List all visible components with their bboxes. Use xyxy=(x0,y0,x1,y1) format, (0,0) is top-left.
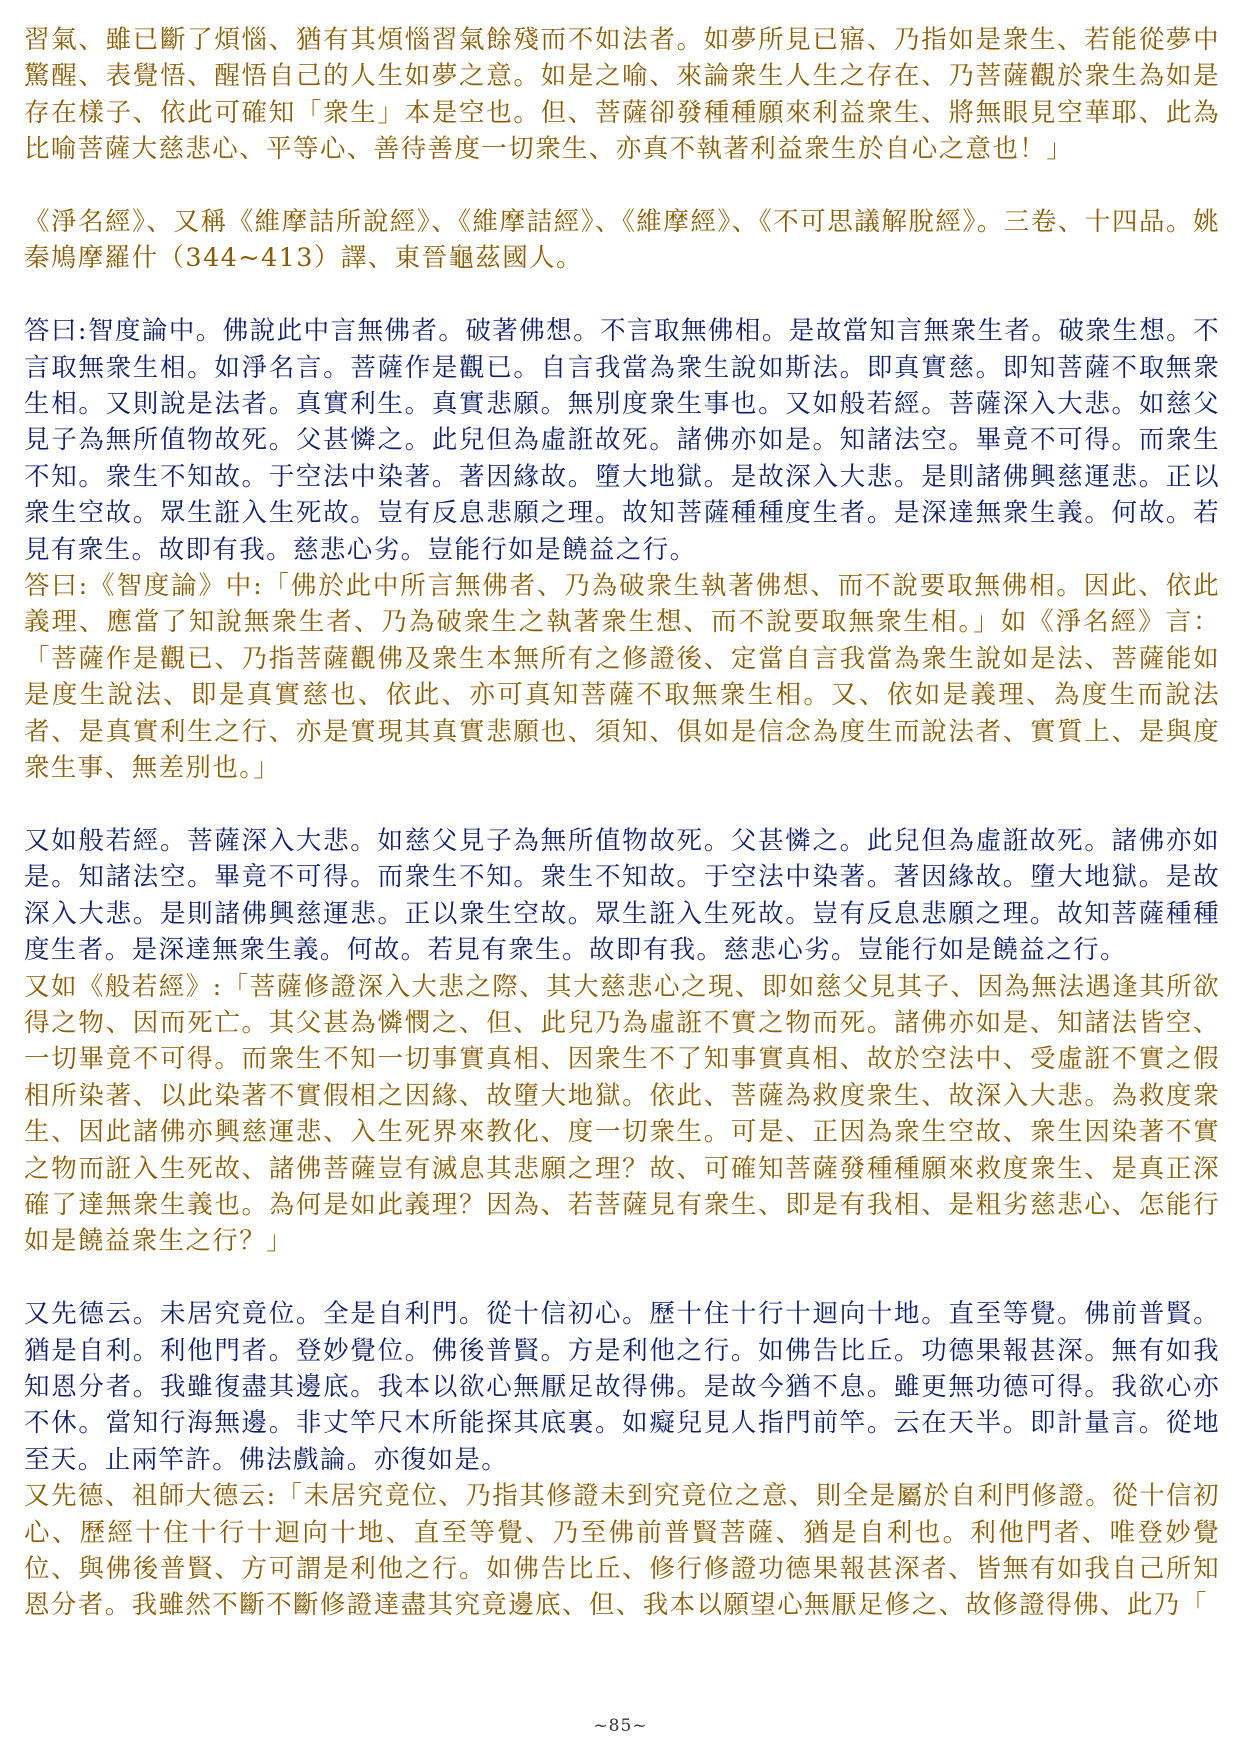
quotation-paragraph-prajna-sutra: 又如般若經。菩薩深入大悲。如慈父見子為無所值物故死。父甚憐之。此兒但為虛誑故死。諸佛亦如是。知諸法空。畢竟不可得。而衆生不知。衆生不知故。于空法中染著。著因緣故。墮大地獄。是故深入大悲。是則諸佛興慈運悲。正以衆生空故。眾生誑入生死故。豈有反息悲願之理。故知菩薩種種度生者。是深達無衆生義。何故。若見有衆生。故即有我。慈悲心劣。豈能行如是饒益之行。 xyxy=(24,825,1220,966)
note-paragraph-jingming-sutra: 《淨名經》、又稱《維摩詰所說經》、《維摩詰經》、《維摩經》、《不可思議解脫經》。三卷、十四品。姚秦鳩摩羅什（344~413）譯、東晉龜茲國人。 xyxy=(24,207,1220,274)
paragraph-spacer xyxy=(24,787,1220,823)
paragraph-spacer xyxy=(24,168,1220,204)
commentary-paragraph-xiande: 又先德、祖師大德云:「未居究竟位、乃指其修證未到究竟位之意、則全是屬於自利門修證。從十信初心、歷經十住十行十迴向十地、直至等覺、乃至佛前普賢菩薩、猶是自利也。利他門者、唯登妙覺位、與佛後普賢、方可謂是利他之行。如佛告比丘、修行修證功德果報甚深者、皆無有如我自己所知恩分者。我雖然不斷不斷修證達盡其究竟邊底、但、我本以願望心無厭足修之、故修證得佛、此乃「 xyxy=(24,1481,1220,1621)
paragraph-spacer xyxy=(24,1260,1220,1296)
page-number: ~85~ xyxy=(593,1716,648,1736)
quotation-paragraph-answer: 答曰:智度論中。佛說此中言無佛者。破著佛想。不言取無佛相。是故當知言無衆生者。破衆生想。不言取無衆生相。如淨名言。菩薩作是觀已。自言我當為衆生說如斯法。即真實慈。即知菩薩不取無衆生相。又則說是法者。真實利生。真實悲願。無別度衆生事也。又如般若經。菩薩深入大悲。如慈父見子為無所值物故死。父甚憐之。此兒但為虛誑故死。諸佛亦如是。知諸法空。畢竟不可得。而衆生不知。衆生不知故。于空法中染著。著因緣故。墮大地獄。是故深入大悲。是則諸佛興慈運悲。正以衆生空故。眾生誑入生死故。豈有反息悲願之理。故知菩薩種種度生者。是深達無衆生義。何故。若見有衆生。故即有我。慈悲心劣。豈能行如是饒益之行。 xyxy=(24,316,1220,565)
commentary-paragraph-prajna-sutra: 又如《般若經》:「菩薩修證深入大悲之際、其大慈悲心之現、即如慈父見其子、因為無法遇逢其所欲得之物、因而死亡。其父甚為憐憫之、但、此兒乃為虛誑不實之物而死。諸佛亦如是、知諸法皆空、一切畢竟不可得。而衆生不知一切事實真相、因衆生不了知事實真相、故於空法中、受虛誑不實之假相所染著、以此染著不實假相之因緣、故墮大地獄。依此、菩薩為救度衆生、故深入大悲。為救度衆生、因此諸佛亦興慈運悲、入生死界來教化、度一切衆生。可是、正因為衆生空故、衆生因染著不實之物而誑入生死故、諸佛菩薩豈有滅息其悲願之理？故、可確知菩薩發種種願來救度衆生、是真正深確了達無衆生義也。為何是如此義理？因為、若菩薩見有衆生、即是有我相、是粗劣慈悲心、怎能行如是饒益衆生之行？」 xyxy=(24,971,1220,1257)
page-body xyxy=(24,22,1220,1624)
quotation-paragraph-xiande: 又先德云。未居究竟位。全是自利門。從十信初心。歷十住十行十迴向十地。直至等覺。佛前普賢。猶是自利。利他門者。登妙覺位。佛後普賢。方是利他之行。如佛告比丘。功德果報甚深。無有如我知恩分者。我雖復盡其邊底。我本以欲心無厭足故得佛。是故今猶不息。雖更無功德可得。我欲心亦不休。當知行海無邊。非丈竿尺木所能探其底裏。如癡兒見人指門前竿。云在天半。即計量言。從地至天。止兩竿許。佛法戲論。亦復如是。 xyxy=(24,1299,1220,1475)
commentary-paragraph-1: 習氣、雖已斷了煩惱、猶有其煩惱習氣餘殘而不如法者。如夢所見已寤、乃指如是衆生、若能從夢中驚醒、表覺悟、醒悟自己的人生如夢之意。如是之喻、來論衆生人生之存在、乃菩薩觀於衆生為如是存在樣子、依此可確知「衆生」本是空也。但、菩薩卻發種種願來利益衆生、將無眼見空華耶、此為比喻菩薩大慈悲心、平等心、善待善度一切衆生、亦真不執著利益衆生於自心之意也！」 xyxy=(24,25,1220,165)
commentary-paragraph-answer: 答曰:《智度論》中:「佛於此中所言無佛者、乃為破衆生執著佛想、而不說要取無佛相。因此、依此義理、應當了知說無衆生者、乃為破衆生之執著衆生想、而不說要取無衆生相。」如《淨名經》言：「菩薩作是觀已、乃指菩薩觀佛及衆生本無所有之修證後、定當自言我當為衆生說如是法、菩薩能如是度生說法、即是真實慈也、依此、亦可真知菩薩不取無衆生相。又、依如是義理、為度生而說法者、是真實利生之行、亦是實現其真實悲願也、須知、俱如是信念為度生而說法者、實質上、是與度衆生事、無差別也。」 xyxy=(24,571,1220,784)
paragraph-spacer xyxy=(24,277,1220,313)
